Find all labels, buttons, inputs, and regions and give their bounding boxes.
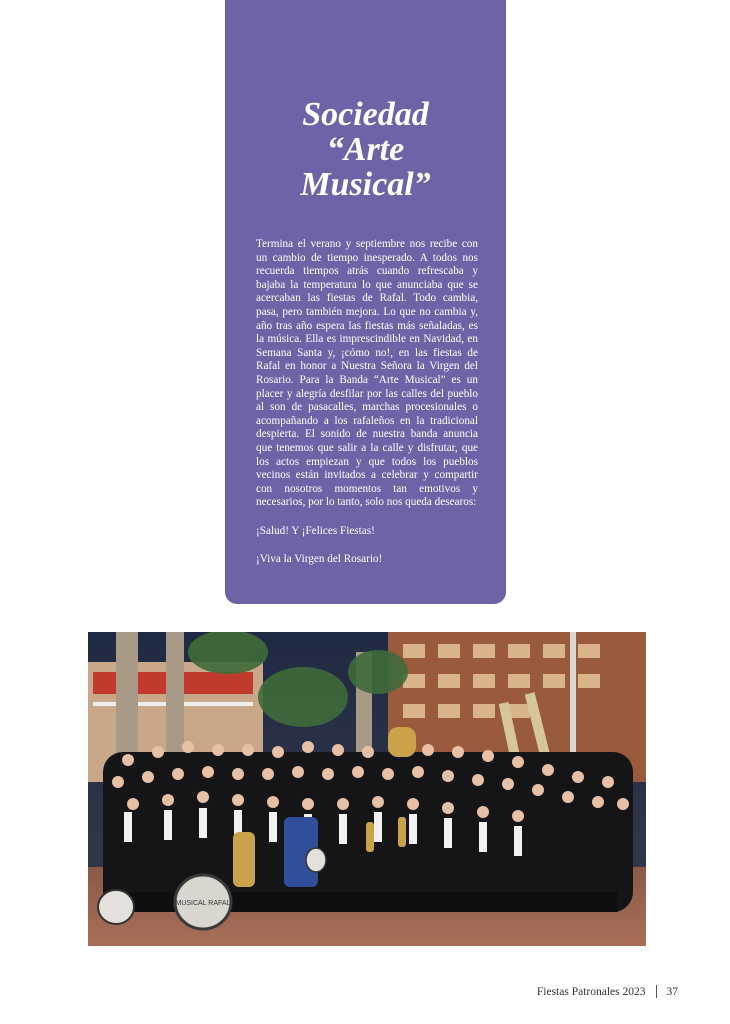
- title-line-3: Musical”: [300, 166, 431, 203]
- paragraph-viva: ¡Viva la Virgen del Rosario!: [256, 553, 383, 566]
- publication-name: Fiestas Patronales 2023: [536, 985, 646, 998]
- paragraph-main: Termina el verano y septiembre nos recibe con un cambio de tiempo inesperado. A todos nos recuerda tiempos atrás cuando refrescaba y bajaba la temperatura lo que anunciaba que se acercaban las fiestas de Rafal. Todo cambia, pasa, pero también mejora. Lo que no cambia y, año tras año espera las fiestas más señaladas, es la música. Ella es imprescindible en Navidad, en Semana Santa y, ¡cómo no!, en las fiestas de Rafal en honor a Nuestra Señora la Virgen del Rosario. Para la Banda “Arte Musical” es un placer y alegría desfilar por las calles del pueblo al son de pasacalles, marchas procesionales o acompañando a los rafaleños en la tradicional despierta. El sonido de nuestra banda anuncia que tenemos que salir a la calle y disfrutar, que los actos empiezan y que todos los pueblos vecinos están invitados a celebrar y compartir con nosotros momentos tan emotivos y necesarios, por lo tanto, solo nos queda desearos:: [256, 238, 478, 509]
- article-panel: [225, 0, 506, 604]
- page-footer: [537, 985, 678, 998]
- band-photo: [88, 632, 646, 946]
- paragraph-salud: ¡Salud! Y ¡Felices Fiestas!: [256, 524, 375, 537]
- title-line-2: “Arte: [326, 131, 405, 168]
- page-number: 37: [666, 985, 678, 998]
- article-body: [256, 238, 478, 582]
- drum-label: MUSICAL RAFAL: [175, 900, 231, 907]
- title-line-1: Sociedad: [302, 96, 429, 133]
- article-title: [225, 97, 506, 202]
- footer-divider: [656, 985, 657, 998]
